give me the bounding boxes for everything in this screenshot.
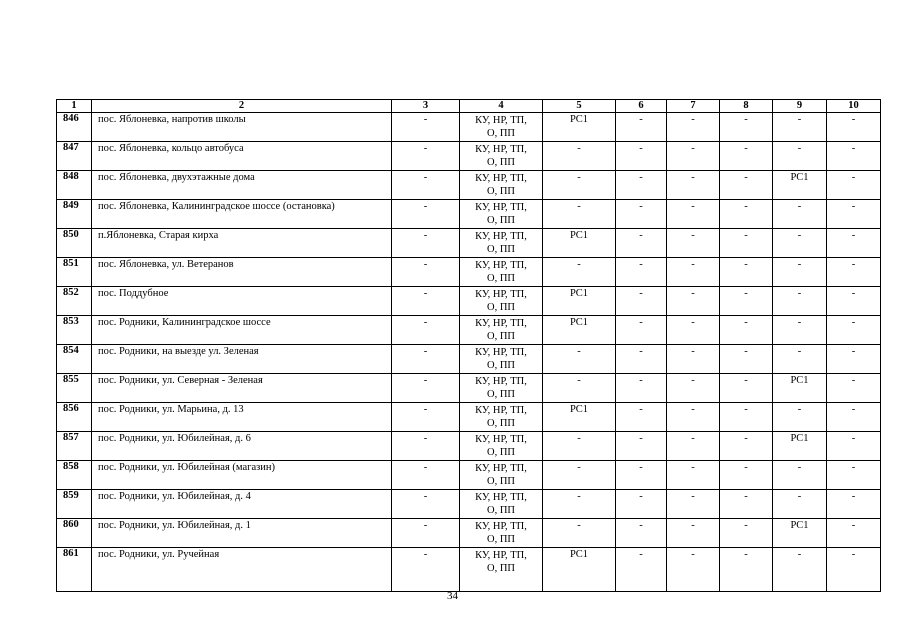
table-row	[57, 519, 881, 548]
col6-cell: -	[616, 171, 667, 200]
types-cell	[460, 374, 543, 403]
col6-cell: -	[616, 432, 667, 461]
col3-cell: -	[392, 142, 460, 171]
col3-cell: -	[392, 490, 460, 519]
col3-cell: -	[392, 258, 460, 287]
col7-cell: -	[667, 171, 720, 200]
column-header-3: 3	[392, 100, 460, 113]
data-table	[56, 99, 881, 592]
col7-cell: -	[667, 142, 720, 171]
types-line-1: КУ, НР, ТП,	[475, 405, 527, 416]
column-header-9: 9	[773, 100, 827, 113]
col9-cell: PC1	[773, 171, 827, 200]
address-cell: пос. Родники, ул. Юбилейная, д. 1	[92, 519, 392, 548]
types-line-1: КУ, НР, ТП,	[475, 173, 527, 184]
types-cell	[460, 316, 543, 345]
col5-cell: -	[543, 200, 616, 229]
column-header-6: 6	[616, 100, 667, 113]
col3-cell: -	[392, 519, 460, 548]
types-line-2: О, ПП	[487, 360, 515, 371]
types-line-2: О, ПП	[487, 273, 515, 284]
col7-cell: -	[667, 403, 720, 432]
types-cell	[460, 229, 543, 258]
col5-cell: PC1	[543, 113, 616, 142]
col6-cell: -	[616, 374, 667, 403]
types-cell	[460, 548, 543, 592]
address-cell: пос. Родники, Калининградское шоссе	[92, 316, 392, 345]
col9-cell: -	[773, 461, 827, 490]
col5-cell: -	[543, 374, 616, 403]
column-header-8: 8	[720, 100, 773, 113]
table-row	[57, 113, 881, 142]
table-row	[57, 374, 881, 403]
col10-cell: -	[827, 142, 881, 171]
col7-cell: -	[667, 345, 720, 374]
col6-cell: -	[616, 229, 667, 258]
table-row	[57, 490, 881, 519]
col9-cell: -	[773, 345, 827, 374]
col9-cell: -	[773, 287, 827, 316]
col5-cell: PC1	[543, 403, 616, 432]
column-header-2: 2	[92, 100, 392, 113]
types-line-2: О, ПП	[487, 244, 515, 255]
table-row	[57, 287, 881, 316]
row-number: 854	[57, 345, 92, 374]
row-number: 859	[57, 490, 92, 519]
col9-cell: -	[773, 403, 827, 432]
col8-cell: -	[720, 374, 773, 403]
col8-cell: -	[720, 171, 773, 200]
col7-cell: -	[667, 113, 720, 142]
col9-cell: PC1	[773, 519, 827, 548]
types-line-1: КУ, НР, ТП,	[475, 376, 527, 387]
col10-cell: -	[827, 200, 881, 229]
col7-cell: -	[667, 432, 720, 461]
table-row	[57, 316, 881, 345]
types-line-1: КУ, НР, ТП,	[475, 550, 527, 561]
row-number: 853	[57, 316, 92, 345]
address-cell: пос. Родники, ул. Ручейная	[92, 548, 392, 592]
col7-cell: -	[667, 461, 720, 490]
types-cell	[460, 490, 543, 519]
address-cell: пос. Яблоневка, Калининградское шоссе (остановка)	[92, 200, 392, 229]
types-line-2: О, ПП	[487, 215, 515, 226]
col10-cell: -	[827, 403, 881, 432]
address-cell: пос. Поддубное	[92, 287, 392, 316]
column-header-5: 5	[543, 100, 616, 113]
col7-cell: -	[667, 316, 720, 345]
types-line-2: О, ПП	[487, 505, 515, 516]
table-row	[57, 171, 881, 200]
col9-cell: -	[773, 548, 827, 592]
col3-cell: -	[392, 374, 460, 403]
col6-cell: -	[616, 490, 667, 519]
types-cell	[460, 403, 543, 432]
col8-cell: -	[720, 432, 773, 461]
address-cell: пос. Яблоневка, напротив школы	[92, 113, 392, 142]
col3-cell: -	[392, 171, 460, 200]
col7-cell: -	[667, 490, 720, 519]
col3-cell: -	[392, 316, 460, 345]
col7-cell: -	[667, 229, 720, 258]
col8-cell: -	[720, 345, 773, 374]
col3-cell: -	[392, 229, 460, 258]
col7-cell: -	[667, 374, 720, 403]
address-cell: пос. Яблоневка, ул. Ветеранов	[92, 258, 392, 287]
col5-cell: -	[543, 432, 616, 461]
col8-cell: -	[720, 200, 773, 229]
types-line-1: КУ, НР, ТП,	[475, 202, 527, 213]
types-line-1: КУ, НР, ТП,	[475, 231, 527, 242]
col10-cell: -	[827, 461, 881, 490]
address-cell: пос. Родники, ул. Юбилейная, д. 4	[92, 490, 392, 519]
address-cell: пос. Родники, ул. Северная - Зеленая	[92, 374, 392, 403]
types-line-1: КУ, НР, ТП,	[475, 463, 527, 474]
types-cell	[460, 258, 543, 287]
col3-cell: -	[392, 345, 460, 374]
col10-cell: -	[827, 171, 881, 200]
col6-cell: -	[616, 519, 667, 548]
col6-cell: -	[616, 316, 667, 345]
col10-cell: -	[827, 316, 881, 345]
col9-cell: PC1	[773, 374, 827, 403]
col10-cell: -	[827, 490, 881, 519]
col10-cell: -	[827, 374, 881, 403]
types-line-2: О, ПП	[487, 447, 515, 458]
table-row	[57, 229, 881, 258]
col9-cell: -	[773, 229, 827, 258]
row-number: 851	[57, 258, 92, 287]
table-row	[57, 142, 881, 171]
col6-cell: -	[616, 258, 667, 287]
types-line-2: О, ПП	[487, 302, 515, 313]
col7-cell: -	[667, 258, 720, 287]
table-row	[57, 345, 881, 374]
col7-cell: -	[667, 548, 720, 592]
col5-cell: PC1	[543, 316, 616, 345]
types-line-2: О, ПП	[487, 534, 515, 545]
types-line-1: КУ, НР, ТП,	[475, 347, 527, 358]
types-cell	[460, 432, 543, 461]
col9-cell: -	[773, 142, 827, 171]
col6-cell: -	[616, 113, 667, 142]
col7-cell: -	[667, 200, 720, 229]
column-header-1: 1	[57, 100, 92, 113]
col5-cell: -	[543, 258, 616, 287]
types-cell	[460, 142, 543, 171]
col9-cell: -	[773, 316, 827, 345]
col5-cell: -	[543, 171, 616, 200]
address-cell: п.Яблоневка, Старая кирха	[92, 229, 392, 258]
col8-cell: -	[720, 287, 773, 316]
column-header-7: 7	[667, 100, 720, 113]
col8-cell: -	[720, 142, 773, 171]
col10-cell: -	[827, 287, 881, 316]
col6-cell: -	[616, 142, 667, 171]
header-row	[57, 100, 881, 113]
types-line-2: О, ПП	[487, 389, 515, 400]
col3-cell: -	[392, 461, 460, 490]
col10-cell: -	[827, 229, 881, 258]
col5-cell: PC1	[543, 548, 616, 592]
col8-cell: -	[720, 316, 773, 345]
table-row	[57, 548, 881, 592]
types-cell	[460, 287, 543, 316]
col9-cell: PC1	[773, 432, 827, 461]
col10-cell: -	[827, 548, 881, 592]
address-cell: пос. Родники, на выезде ул. Зеленая	[92, 345, 392, 374]
col10-cell: -	[827, 113, 881, 142]
col3-cell: -	[392, 548, 460, 592]
row-number: 852	[57, 287, 92, 316]
table-row	[57, 432, 881, 461]
types-line-1: КУ, НР, ТП,	[475, 289, 527, 300]
row-number: 850	[57, 229, 92, 258]
types-line-1: КУ, НР, ТП,	[475, 521, 527, 532]
types-line-1: КУ, НР, ТП,	[475, 260, 527, 271]
types-line-2: О, ПП	[487, 128, 515, 139]
address-cell: пос. Родники, ул. Юбилейная, д. 6	[92, 432, 392, 461]
col6-cell: -	[616, 461, 667, 490]
row-number: 860	[57, 519, 92, 548]
table-row	[57, 461, 881, 490]
col5-cell: PC1	[543, 229, 616, 258]
types-cell	[460, 113, 543, 142]
types-line-1: КУ, НР, ТП,	[475, 144, 527, 155]
col10-cell: -	[827, 432, 881, 461]
row-number: 848	[57, 171, 92, 200]
col6-cell: -	[616, 287, 667, 316]
types-cell	[460, 345, 543, 374]
types-line-2: О, ПП	[487, 186, 515, 197]
col3-cell: -	[392, 403, 460, 432]
col6-cell: -	[616, 403, 667, 432]
types-line-1: КУ, НР, ТП,	[475, 318, 527, 329]
col8-cell: -	[720, 403, 773, 432]
col8-cell: -	[720, 490, 773, 519]
address-cell: пос. Яблоневка, двухэтажные дома	[92, 171, 392, 200]
col3-cell: -	[392, 113, 460, 142]
col8-cell: -	[720, 519, 773, 548]
col9-cell: -	[773, 113, 827, 142]
col3-cell: -	[392, 432, 460, 461]
table-row	[57, 403, 881, 432]
col8-cell: -	[720, 461, 773, 490]
col10-cell: -	[827, 519, 881, 548]
col5-cell: -	[543, 345, 616, 374]
col7-cell: -	[667, 519, 720, 548]
col8-cell: -	[720, 113, 773, 142]
types-cell	[460, 200, 543, 229]
types-line-1: КУ, НР, ТП,	[475, 492, 527, 503]
col6-cell: -	[616, 548, 667, 592]
table-body	[57, 100, 881, 592]
col6-cell: -	[616, 200, 667, 229]
types-line-1: КУ, НР, ТП,	[475, 115, 527, 126]
row-number: 847	[57, 142, 92, 171]
col8-cell: -	[720, 229, 773, 258]
table-row	[57, 200, 881, 229]
address-cell: пос. Родники, ул. Марьина, д. 13	[92, 403, 392, 432]
col9-cell: -	[773, 200, 827, 229]
row-number: 846	[57, 113, 92, 142]
col8-cell: -	[720, 258, 773, 287]
types-cell	[460, 519, 543, 548]
page-number: 34	[447, 590, 458, 602]
col5-cell: -	[543, 142, 616, 171]
row-number: 855	[57, 374, 92, 403]
types-cell	[460, 461, 543, 490]
row-number: 857	[57, 432, 92, 461]
col5-cell: -	[543, 461, 616, 490]
types-line-2: О, ПП	[487, 157, 515, 168]
col3-cell: -	[392, 200, 460, 229]
address-cell: пос. Яблоневка, кольцо автобуса	[92, 142, 392, 171]
table-row	[57, 258, 881, 287]
col5-cell: -	[543, 490, 616, 519]
col5-cell: -	[543, 519, 616, 548]
row-number: 856	[57, 403, 92, 432]
types-line-2: О, ПП	[487, 476, 515, 487]
column-header-10: 10	[827, 100, 881, 113]
row-number: 849	[57, 200, 92, 229]
types-line-2: О, ПП	[487, 563, 515, 574]
col10-cell: -	[827, 258, 881, 287]
col3-cell: -	[392, 287, 460, 316]
types-cell	[460, 171, 543, 200]
col7-cell: -	[667, 287, 720, 316]
types-line-2: О, ПП	[487, 418, 515, 429]
col6-cell: -	[616, 345, 667, 374]
types-line-1: КУ, НР, ТП,	[475, 434, 527, 445]
col9-cell: -	[773, 490, 827, 519]
col9-cell: -	[773, 258, 827, 287]
column-header-4: 4	[460, 100, 543, 113]
col8-cell: -	[720, 548, 773, 592]
address-cell: пос. Родники, ул. Юбилейная (магазин)	[92, 461, 392, 490]
row-number: 858	[57, 461, 92, 490]
col10-cell: -	[827, 345, 881, 374]
row-number: 861	[57, 548, 92, 592]
col5-cell: PC1	[543, 287, 616, 316]
types-line-2: О, ПП	[487, 331, 515, 342]
